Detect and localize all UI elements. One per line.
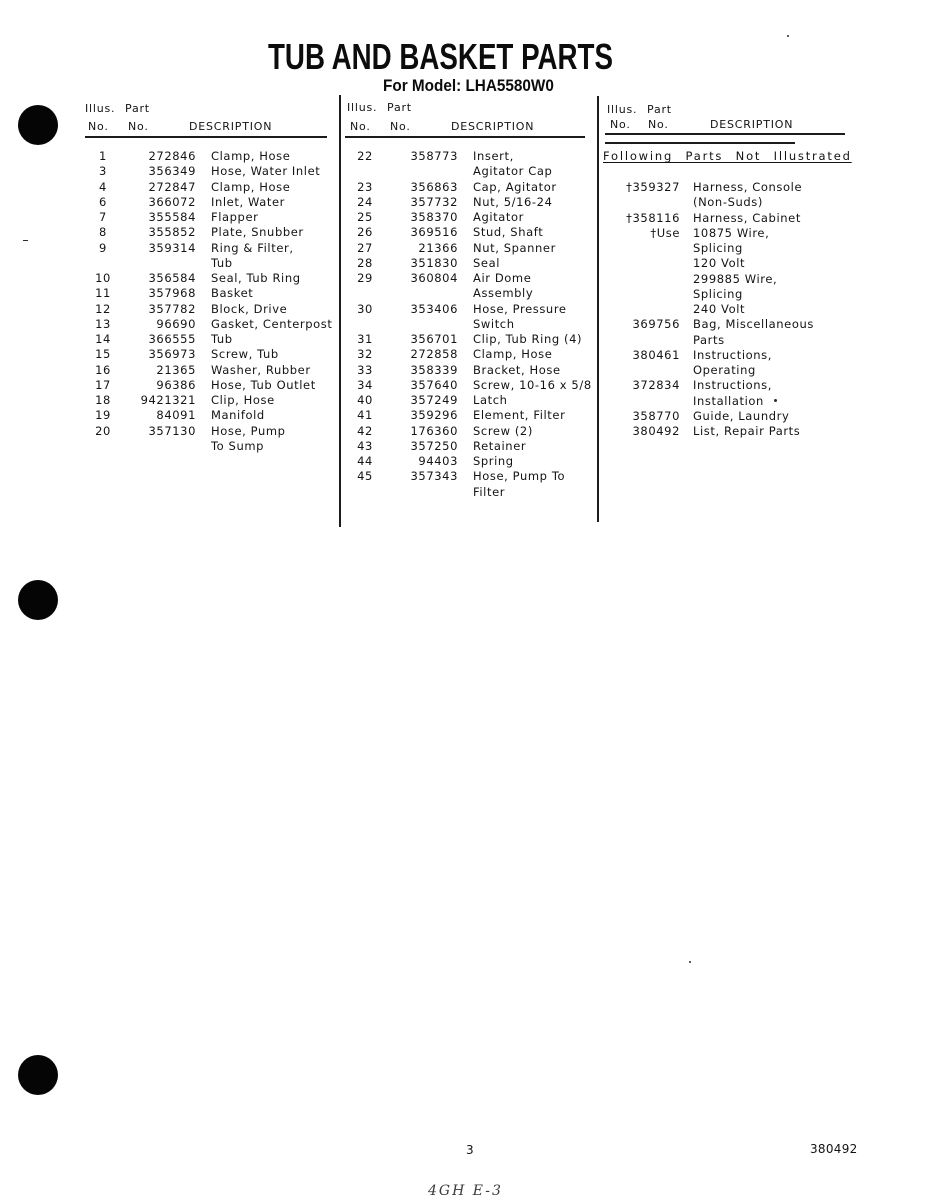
part-description (211, 164, 320, 179)
illus-number: 1 (99, 149, 107, 163)
illus-number: 33 (357, 362, 373, 377)
page-number: 3 (466, 1143, 474, 1157)
part-number: 176360 (410, 423, 458, 438)
part-description (473, 347, 552, 362)
description-line: 10875 Wire, (693, 225, 770, 240)
description-line: Agitator (473, 210, 524, 224)
parts-list-row (84, 195, 332, 210)
part-description (211, 347, 279, 362)
parts-list-row (605, 409, 814, 424)
parts-list-row (346, 454, 592, 469)
parts-list-row (346, 180, 592, 195)
column-header-line (84, 120, 334, 134)
illus-label: Illus. (607, 103, 638, 116)
parts-list-row (346, 195, 592, 210)
description-line: Filter (473, 484, 506, 499)
part-description (211, 195, 285, 210)
description-line: Instructions, (693, 347, 772, 362)
description-line: Insert, (473, 149, 514, 163)
description-line: Hose, Pump (211, 423, 286, 438)
parts-list-row (84, 286, 332, 301)
parts-list-row (346, 378, 592, 393)
illus-number: 9 (99, 240, 107, 255)
parts-list-row (346, 424, 592, 439)
part-number: 356701 (410, 332, 458, 346)
description-line: Harness, Console (693, 180, 803, 194)
parts-list-row (346, 149, 592, 180)
description-line: Manifold (211, 408, 265, 423)
part-number: 369516 (410, 225, 458, 240)
part-description (211, 241, 294, 272)
column-header-line (606, 103, 856, 117)
document-number: 380492 (810, 1142, 858, 1156)
handwritten-note: 4GH E-3 (428, 1183, 503, 1199)
part-number: 357343 (410, 469, 458, 484)
illus-number: 43 (357, 438, 373, 453)
parts-list-row (84, 363, 332, 378)
part-description (211, 302, 287, 317)
part-number: 21365 (156, 362, 196, 377)
part-label: Part (125, 102, 150, 115)
scan-speck (23, 240, 28, 241)
description-line: To Sump (211, 438, 265, 453)
parts-list-row (605, 226, 814, 318)
column-header (346, 101, 596, 135)
part-number: 355584 (148, 210, 196, 224)
illus-number: 34 (357, 377, 373, 392)
description-line: Hose, Pressure (473, 301, 567, 316)
part-description (693, 211, 801, 226)
illus-number: 40 (357, 393, 373, 407)
part-description (693, 317, 814, 348)
part-description (211, 225, 304, 240)
description-line: Latch (473, 393, 508, 407)
scan-speck (787, 35, 789, 37)
part-number: 358339 (410, 362, 458, 377)
part-description (693, 180, 802, 211)
parts-list-row (84, 149, 332, 164)
illus-number: 22 (357, 149, 373, 163)
parts-list-row (346, 271, 592, 302)
description-line: Clip, Tub Ring (4) (473, 332, 583, 346)
description-line: Tub (211, 332, 233, 346)
illus-number: 27 (357, 240, 373, 255)
description-line: Tub (211, 255, 233, 270)
parts-list-row (84, 225, 332, 240)
part-description (473, 210, 524, 225)
description-line: Flapper (211, 210, 259, 224)
parts-list-row (84, 210, 332, 225)
part-number: 358370 (410, 210, 458, 224)
illus-number: 18 (95, 393, 111, 407)
description-line: Operating (693, 363, 756, 377)
parts-list-row (84, 180, 332, 195)
part-description (473, 241, 556, 256)
part-description (693, 409, 789, 424)
parts-list-row (346, 363, 592, 378)
part-number: 272847 (148, 179, 196, 194)
parts-list-row (605, 317, 814, 348)
part-description (473, 469, 565, 500)
parts-list-row (84, 408, 332, 423)
description-line: Screw (2) (473, 423, 533, 438)
parts-list-row (346, 210, 592, 225)
part-description (473, 424, 533, 439)
parts-list-row (346, 225, 592, 240)
parts-list-row (346, 393, 592, 408)
part-number: 380461 (632, 347, 680, 362)
parts-list-row (84, 378, 332, 393)
parts-list-row (346, 241, 592, 256)
part-number: 94403 (418, 454, 458, 468)
parts-list-row (346, 347, 592, 362)
description-line: Agitator Cap (473, 164, 553, 179)
column-header (606, 103, 856, 137)
part-description (473, 256, 500, 271)
parts-list-row (84, 164, 332, 179)
description-label: DESCRIPTION (189, 120, 273, 133)
parts-list-row (84, 317, 332, 332)
description-line: Block, Drive (211, 301, 288, 316)
binder-hole (18, 105, 58, 145)
parts-list-row (605, 424, 814, 439)
description-line: Screw, 10-16 x 5/8 (473, 377, 592, 392)
parts-list-row (605, 180, 814, 211)
illus-number: 25 (357, 210, 373, 224)
illus-number: 14 (95, 332, 111, 346)
part-description (211, 210, 258, 225)
part-description (693, 378, 772, 409)
description-line: Washer, Rubber (211, 362, 311, 377)
parts-list-row (605, 348, 814, 379)
description-line: Seal (473, 255, 501, 270)
illus-number: 8 (99, 225, 107, 240)
illus-number: 12 (95, 301, 111, 316)
column-divider (339, 95, 341, 527)
description-line: Harness, Cabinet (693, 210, 801, 225)
header-rule (345, 136, 585, 138)
part-number: †358116 (626, 210, 680, 225)
illus-no-label: No. (350, 120, 371, 133)
part-description (211, 149, 290, 164)
illus-no-label: No. (610, 118, 631, 131)
description-line: Nut, Spanner (473, 240, 556, 255)
description-line: 299885 Wire, (693, 271, 778, 286)
illus-number: 30 (357, 301, 373, 316)
part-number: 84091 (156, 408, 196, 423)
header-rule (85, 136, 327, 138)
part-number: 357732 (410, 194, 458, 209)
illus-label: Illus. (347, 101, 378, 114)
part-description (473, 225, 543, 240)
part-number: 96386 (156, 377, 196, 392)
parts-list-column-2 (346, 149, 592, 500)
description-line: Spring (473, 454, 514, 468)
part-no-label: No. (128, 120, 149, 133)
part-description (211, 317, 332, 332)
part-number: †359327 (626, 180, 680, 194)
part-description (211, 363, 311, 378)
binder-hole (18, 580, 58, 620)
description-line: 120 Volt (693, 256, 746, 271)
description-line: Cap, Agitator (473, 179, 557, 194)
description-line: Hose, Tub Outlet (211, 377, 316, 392)
part-number: 9421321 (140, 393, 196, 407)
part-number: 357250 (410, 438, 458, 453)
illus-number: 13 (95, 316, 111, 331)
description-line: Element, Filter (473, 408, 566, 423)
part-number: 357782 (148, 301, 196, 316)
part-description (473, 149, 552, 180)
parts-list-row (605, 211, 814, 226)
illus-number: 19 (95, 408, 111, 423)
description-line: Clip, Hose (211, 393, 275, 407)
illus-number: 3 (99, 164, 107, 179)
part-number: 357640 (410, 377, 458, 392)
part-description (211, 271, 301, 286)
description-line: List, Repair Parts (693, 424, 801, 438)
description-line: Seal, Tub Ring (211, 271, 301, 285)
part-number: 357968 (148, 286, 196, 301)
illus-number: 41 (357, 408, 373, 423)
part-description (473, 454, 514, 469)
part-number: 357130 (148, 423, 196, 438)
description-line: Air Dome (473, 271, 532, 285)
part-no-label: No. (648, 118, 669, 131)
part-description (473, 180, 557, 195)
part-description (211, 378, 316, 393)
not-illustrated-heading: Following Parts Not Illustrated (603, 149, 852, 163)
parts-list-row (84, 424, 332, 455)
illus-number: 26 (357, 225, 373, 240)
column-header-line (346, 120, 596, 134)
part-number: 351830 (410, 255, 458, 270)
scan-speck (689, 961, 691, 963)
part-description (473, 363, 561, 378)
illus-number: 16 (95, 362, 111, 377)
part-number: 366072 (148, 194, 196, 209)
parts-list-row (346, 332, 592, 347)
part-number: 372834 (632, 378, 680, 393)
part-label: Part (387, 101, 412, 114)
illus-number: 44 (357, 454, 373, 468)
part-number: 355852 (148, 225, 196, 240)
part-description (211, 424, 286, 455)
parts-list-row (346, 302, 592, 333)
illus-number: 31 (357, 332, 373, 346)
description-label: DESCRIPTION (451, 120, 535, 133)
part-number: 366555 (148, 332, 196, 346)
part-number: 21366 (418, 240, 458, 255)
part-number: 358773 (410, 149, 458, 163)
part-label: Part (647, 103, 672, 116)
parts-list-row (84, 393, 332, 408)
description-line: Plate, Snubber (211, 225, 304, 240)
column-header-line (346, 101, 596, 115)
parts-list-row (84, 271, 332, 286)
description-line: Hose, Pump To (473, 469, 566, 484)
description-line: Bracket, Hose (473, 362, 561, 377)
column-header (84, 102, 334, 136)
parts-list-row (84, 332, 332, 347)
description-line: Assembly (473, 286, 534, 301)
part-description (693, 348, 772, 379)
header-rule (605, 133, 845, 135)
part-description (473, 302, 567, 333)
part-number: 356863 (410, 179, 458, 194)
parts-list-row (84, 302, 332, 317)
illus-number: 17 (95, 377, 111, 392)
part-number: 360804 (410, 271, 458, 285)
part-number: 356349 (148, 164, 196, 179)
part-description (211, 286, 253, 301)
illus-number: 24 (357, 194, 373, 209)
part-number: 358770 (632, 408, 680, 423)
illus-number: 7 (99, 210, 107, 224)
part-description (473, 439, 526, 454)
description-line: Parts (693, 332, 725, 347)
part-description (473, 332, 582, 347)
description-line: Splicing (693, 241, 743, 255)
part-number: 369756 (632, 317, 680, 332)
illus-number: 32 (357, 347, 373, 362)
binder-hole (18, 1055, 58, 1095)
part-description (693, 226, 777, 318)
description-line: (Non-Suds) (693, 195, 763, 210)
part-description (473, 271, 533, 302)
part-description (693, 424, 800, 439)
description-line: Hose, Water Inlet (211, 164, 321, 179)
part-description (473, 378, 592, 393)
description-line: Screw, Tub (211, 347, 279, 362)
description-line: Installation (693, 393, 764, 408)
part-number: 272858 (410, 347, 458, 362)
description-line: Guide, Laundry (693, 408, 790, 423)
part-description (211, 180, 290, 195)
description-line: Clamp, Hose (473, 347, 553, 362)
part-description (211, 332, 233, 347)
part-number: 272846 (148, 149, 196, 163)
description-line: 240 Volt (693, 302, 746, 316)
part-description (211, 393, 275, 408)
part-description (473, 195, 553, 210)
part-no-label: No. (390, 120, 411, 133)
description-line: Stud, Shaft (473, 225, 544, 240)
description-label: DESCRIPTION (710, 118, 794, 131)
model-subtitle: For Model: LHA5580W0 (383, 76, 554, 95)
part-number: 380492 (632, 424, 680, 438)
illus-number: 42 (357, 423, 373, 438)
part-number: 353406 (410, 301, 458, 316)
illus-number: 29 (357, 271, 373, 285)
header-rule (605, 142, 795, 144)
parts-list-row (346, 469, 592, 500)
parts-list-column-1 (84, 149, 332, 454)
illus-number: 28 (357, 255, 373, 270)
part-description (473, 393, 508, 408)
page-title: TUB AND BASKET PARTS (268, 36, 613, 77)
illus-number: 10 (95, 271, 111, 285)
parts-list-row (346, 256, 592, 271)
parts-list-row (346, 408, 592, 423)
illus-number: 45 (357, 469, 373, 484)
part-number: 357249 (410, 393, 458, 407)
description-line: Instructions, (693, 378, 772, 393)
column-header-line (84, 102, 334, 116)
column-divider (597, 96, 599, 522)
part-description (211, 408, 265, 423)
part-number: 359296 (410, 408, 458, 423)
description-line: Clamp, Hose (211, 149, 291, 163)
illus-number: 15 (95, 347, 111, 362)
illus-number: 11 (95, 286, 111, 301)
illus-label: Illus. (85, 102, 116, 115)
description-line: Ring & Filter, (211, 240, 294, 255)
parts-list-row (605, 378, 814, 409)
description-line: Switch (473, 316, 515, 331)
description-line: Bag, Miscellaneous (693, 317, 814, 332)
description-line: Basket (211, 286, 254, 301)
parts-list-row (84, 347, 332, 362)
description-line: Nut, 5/16-24 (473, 194, 553, 209)
description-line: Inlet, Water (211, 194, 285, 209)
parts-list-row (346, 439, 592, 454)
illus-number: 23 (357, 179, 373, 194)
scan-speck (774, 399, 777, 402)
illus-number: 4 (99, 179, 107, 194)
illus-number: 6 (99, 194, 107, 209)
part-description (473, 408, 565, 423)
parts-list-row (84, 241, 332, 272)
illus-no-label: No. (88, 120, 109, 133)
part-number: 356973 (148, 347, 196, 362)
part-number: †Use (650, 225, 680, 240)
illus-number: 20 (95, 423, 111, 438)
part-number: 96690 (156, 316, 196, 331)
column-header-line (606, 118, 856, 132)
description-line: Gasket, Centerpost (211, 316, 333, 331)
description-line: Splicing (693, 286, 743, 301)
description-line: Retainer (473, 438, 527, 453)
part-number: 359314 (148, 240, 196, 255)
part-number: 356584 (148, 271, 196, 285)
description-line: Clamp, Hose (211, 179, 291, 194)
parts-list-column-3 (605, 180, 814, 439)
